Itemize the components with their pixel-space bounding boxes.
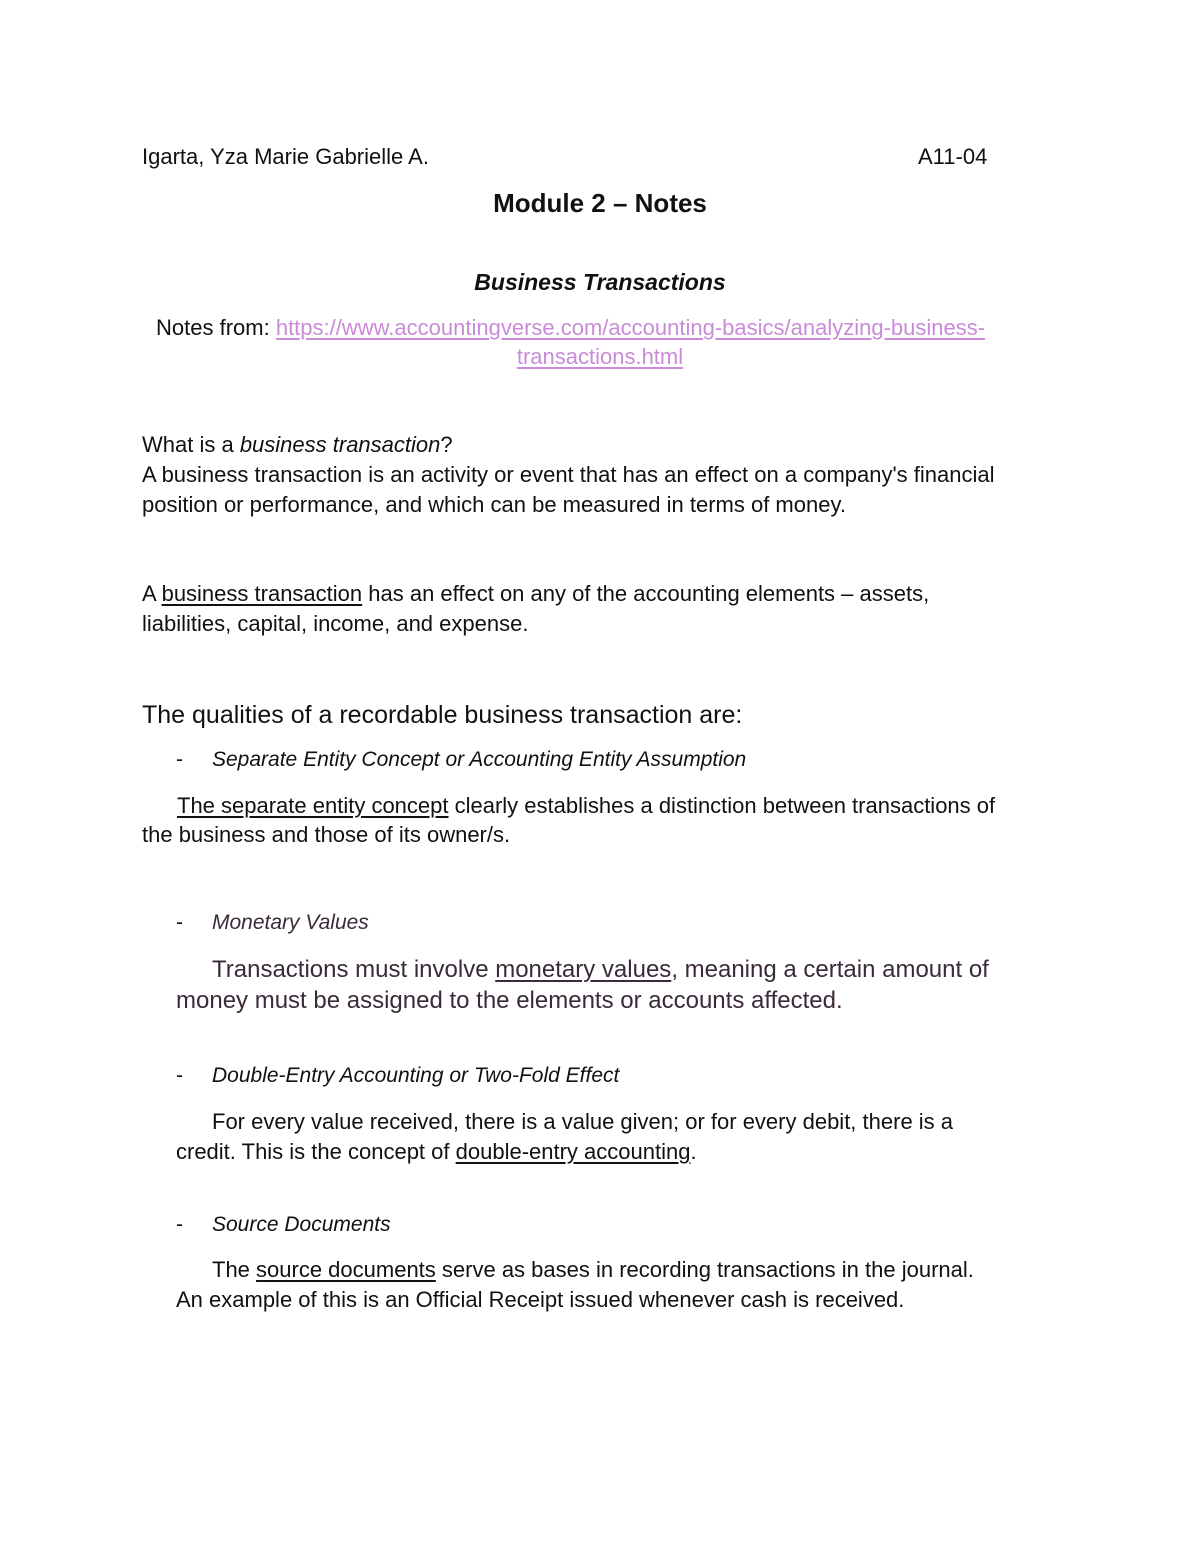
- quality-text-source-documents-line-1: [212, 1255, 974, 1285]
- quality-term-double-entry: double-entry accounting: [455, 1139, 691, 1164]
- source-link[interactable]: https://www.accountingverse.com/accounting-basics/analyzing-business-: [275, 315, 986, 340]
- quality-text-prefix: Transactions must involve: [212, 956, 496, 983]
- student-name: Igarta, Yza Marie Gabrielle A.: [142, 144, 429, 169]
- definition-answer-line-2: position or performance, and which can be measured in terms of money.: [142, 492, 846, 517]
- definition-question-term: business transaction: [239, 432, 441, 457]
- quality-text-suffix: clearly establishes a distinction between transactions of: [448, 793, 996, 818]
- definition-answer-line-1: A business transaction is an activity or event that has an effect on a company's financial: [142, 462, 995, 487]
- quality-bullet: -: [176, 1213, 183, 1236]
- page-subtitle: Business Transactions: [474, 269, 726, 295]
- quality-text-double-entry-line-1: For every value received, there is a value given; or for every debit, there is a: [212, 1109, 954, 1134]
- quality-text-suffix: , meaning a certain amount of: [671, 956, 989, 983]
- page-title: Module 2 – Notes: [493, 188, 707, 218]
- quality-text-prefix: credit. This is the concept of: [176, 1139, 456, 1164]
- quality-title-source-documents: Source Documents: [212, 1213, 391, 1236]
- quality-text-suffix: .: [690, 1139, 697, 1164]
- quality-bullet: -: [176, 1064, 183, 1087]
- source-label: Notes from:: [156, 315, 270, 340]
- quality-term-monetary-values: monetary values: [495, 956, 672, 983]
- definition-question-suffix: ?: [440, 432, 453, 457]
- effect-prefix: A: [142, 581, 162, 606]
- definition-question-prefix: What is a: [142, 432, 240, 457]
- source-line-2: [0, 342, 1200, 372]
- quality-bullet: -: [176, 911, 183, 934]
- quality-text-suffix: serve as bases in recording transactions in the journal.: [435, 1257, 974, 1282]
- effect-line-1: [142, 579, 929, 609]
- quality-bullet: -: [176, 748, 183, 771]
- qualities-heading: The qualities of a recordable business transaction are:: [142, 701, 743, 729]
- section-code: A11-04: [918, 144, 988, 169]
- quality-text-separate-entity-line-1: [177, 791, 995, 821]
- source-line-1: [156, 313, 985, 343]
- quality-text-double-entry-line-2: [176, 1137, 697, 1167]
- definition-question: [142, 430, 453, 460]
- effect-line-1-suffix: has an effect on any of the accounting elements – assets,: [362, 581, 930, 606]
- quality-title-double-entry: Double-Entry Accounting or Two-Fold Effect: [212, 1064, 620, 1087]
- quality-title-monetary-values: Monetary Values: [212, 911, 369, 934]
- quality-term-source-documents: source documents: [256, 1257, 436, 1282]
- quality-text-monetary-values-line-2: money must be assigned to the elements or accounts affected.: [176, 987, 843, 1014]
- quality-text-monetary-values-line-1: [212, 954, 989, 985]
- quality-text-prefix: The: [212, 1257, 257, 1282]
- quality-text-separate-entity-line-2: the business and those of its owner/s.: [142, 822, 511, 847]
- effect-line-2: liabilities, capital, income, and expense.: [142, 611, 529, 636]
- effect-term: business transaction: [161, 581, 363, 606]
- quality-title-separate-entity: Separate Entity Concept or Accounting Entity Assumption: [212, 748, 747, 771]
- source-link-continued[interactable]: transactions.html: [516, 344, 684, 369]
- quality-text-source-documents-line-2: An example of this is an Official Receipt issued whenever cash is received.: [176, 1287, 905, 1312]
- quality-term-separate-entity: The separate entity concept: [177, 793, 449, 818]
